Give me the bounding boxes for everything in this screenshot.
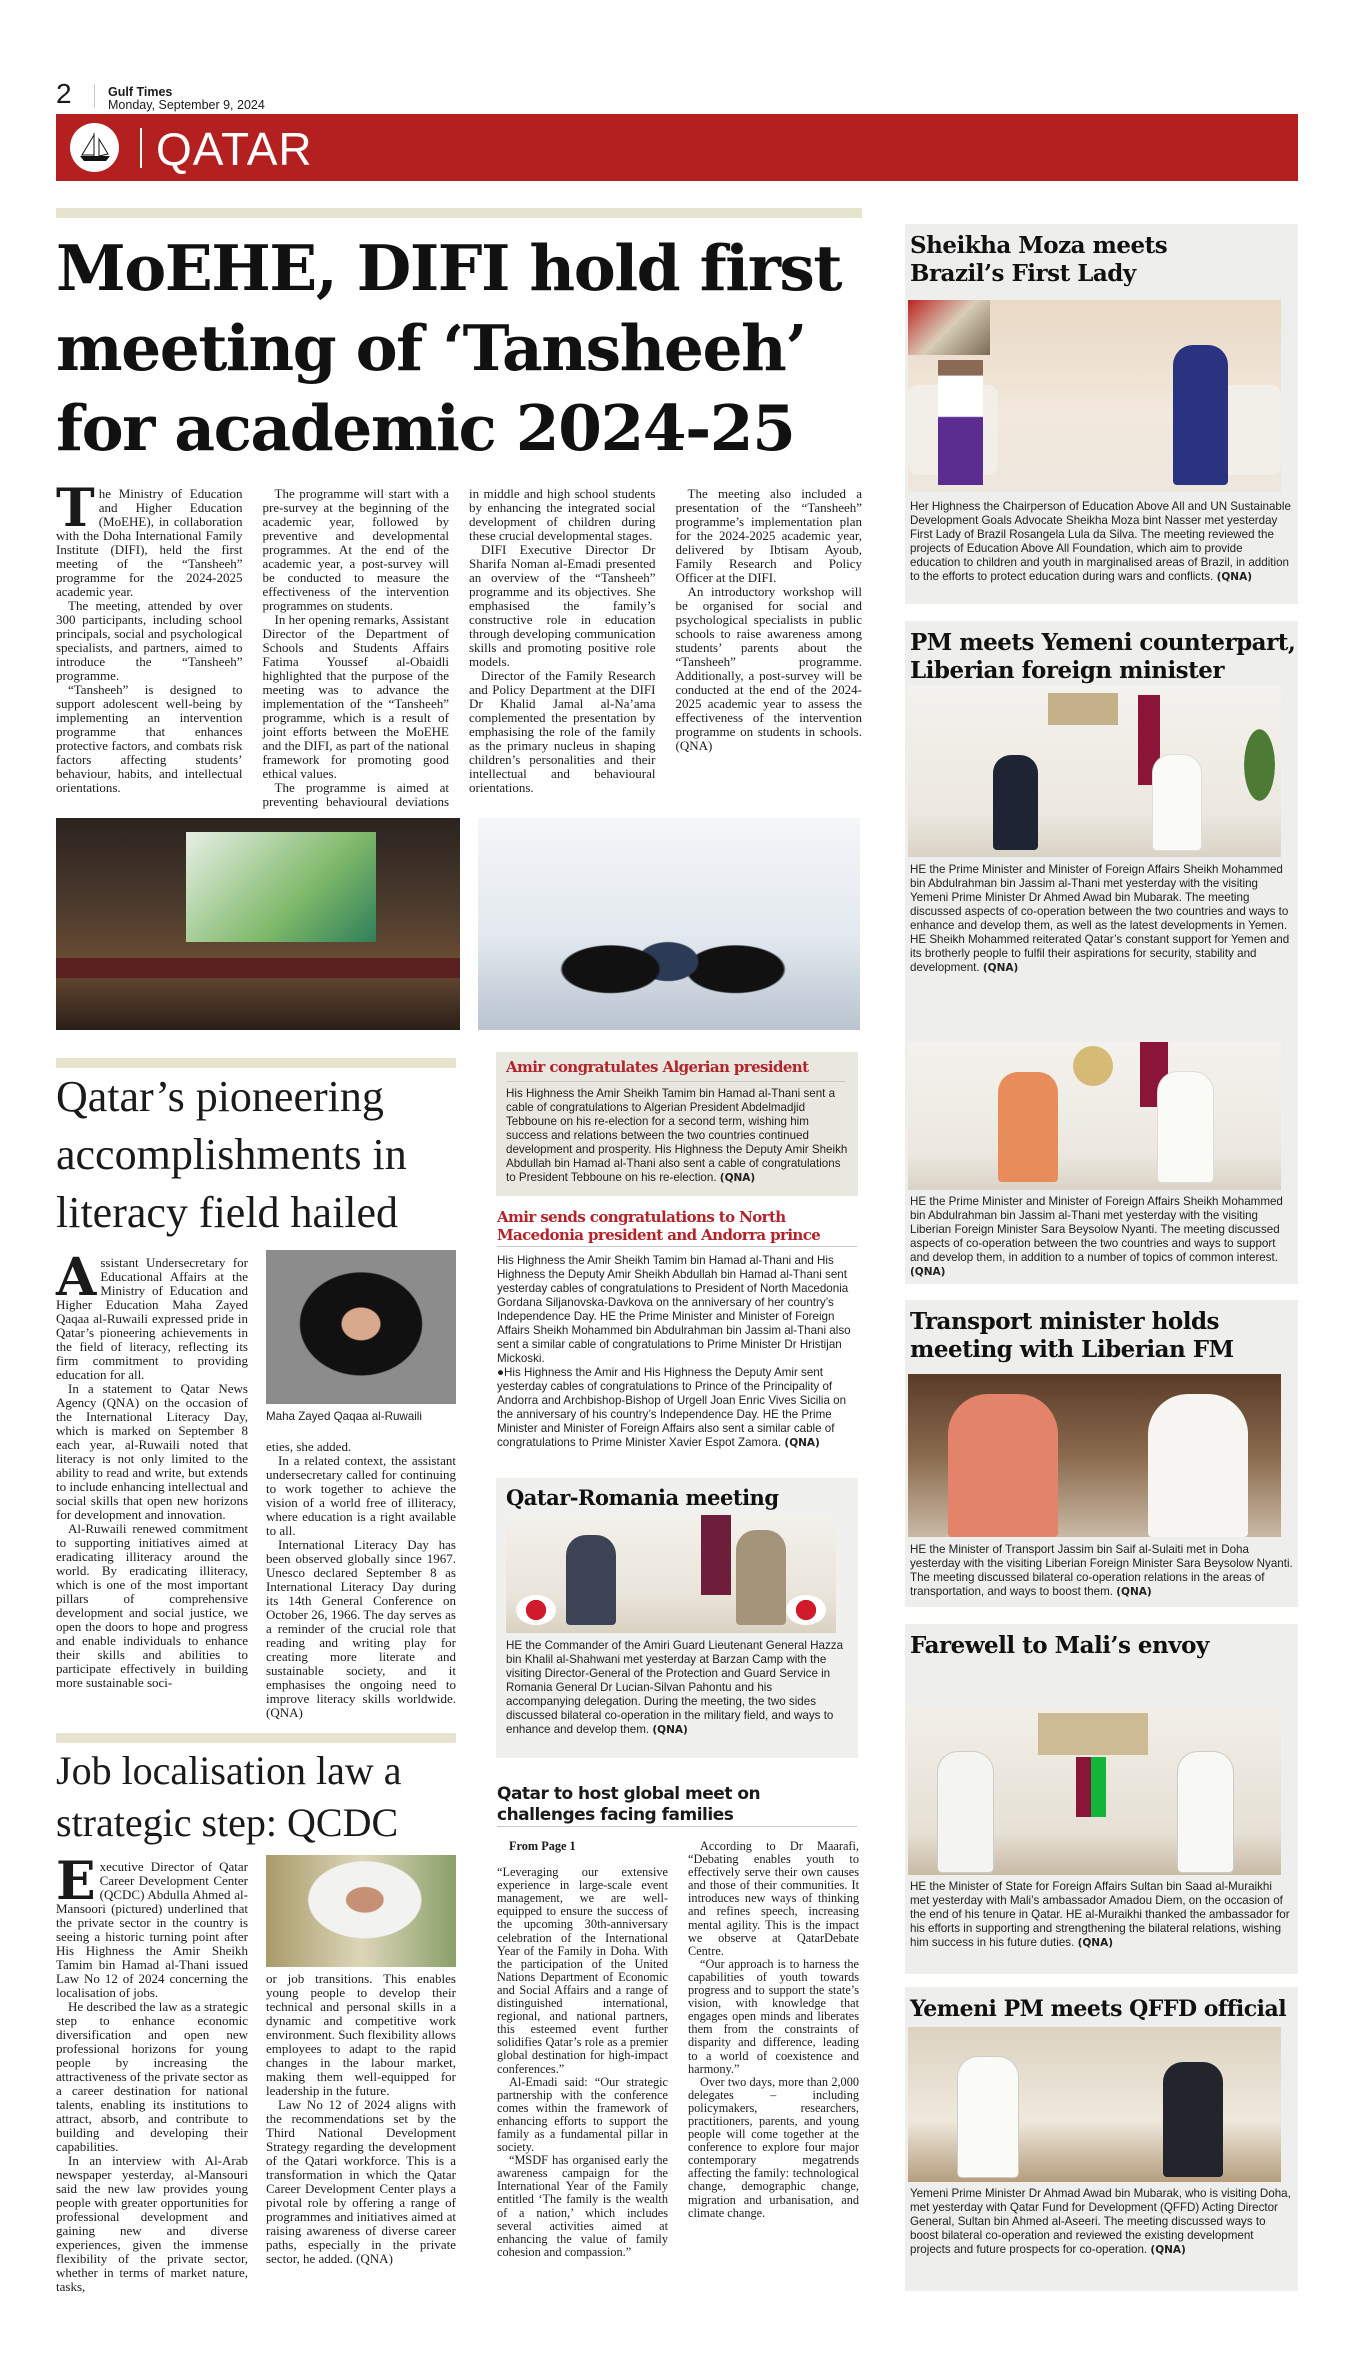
section-divider xyxy=(140,128,142,168)
romania-box xyxy=(496,1478,858,1758)
drop-cap: T xyxy=(56,478,95,539)
algeria-box xyxy=(496,1052,858,1196)
liberian-fm-figure xyxy=(998,1072,1058,1182)
paragraph: eties, she added. xyxy=(266,1439,352,1454)
caption-text: HE the Minister of State for Foreign Affairs Sultan bin Saad al-Muraikhi met yesterday with Mali’s ambassador Amadou Diem, on the occasion of the end of his tenure in Qatar. HE al-Muraikhi thanked the ambassador for his efforts in supporting and strengthening the bilateral relations, wishing him success in his future duties. xyxy=(910,1880,1290,1949)
mali-farewell-photo xyxy=(908,1707,1281,1875)
paragraph: In a related context, the assistant undersecretary called for continuing to work together to achieve the vision of a world free of illiteracy, where education is a right available to all. xyxy=(266,1453,456,1538)
moza-meeting-photo xyxy=(908,300,1281,492)
macedonia-headline: Amir sends congratulations to North Macedonia president and Andorra prince xyxy=(497,1208,821,1244)
credit: (QNA) xyxy=(1216,571,1253,583)
pm-yemen-photo xyxy=(908,685,1281,857)
qatari-pm-figure xyxy=(1158,1072,1213,1182)
paragraph: “Leveraging our extensive experience in large-scale event management, we are well-equipped to ensure the success of the upcoming 30th-anniversary celebration of the International Year of the Family in Doha. With the participation of the United Nations Department of Economic and Social Affairs and a range of distinguished international, regional, and national partners, this esteemed event further solidifies Qatar’s role as a premier global destination for high-impact conferences.” xyxy=(497,1865,668,2076)
credit: (QNA) xyxy=(652,1724,688,1736)
algeria-text xyxy=(506,1087,848,1185)
plant xyxy=(1238,715,1281,815)
paragraph: Al-Emadi said: “Our strategic partnership with the conference comes within the framework of enhancing efforts to support the family as a fundamental pillar in society. xyxy=(497,2074,668,2155)
flags xyxy=(1076,1757,1106,1817)
yemeni-pm-figure xyxy=(993,755,1038,850)
transport-meeting-photo xyxy=(908,1374,1281,1537)
paragraph: An introductory workshop will be organised for social and psychological specialists in public schools to raise awareness among students’ parents about the “Tansheeh” programme. Additionally, a post-survey will be conducted at the end of the 2024-2025 academic year to assess the effectiveness of the intervention programme on students in schools. (QNA) xyxy=(675,584,862,753)
story-text: His Highness the Amir Sheikh Tamim bin Hamad al-Thani sent a cable of congratulations to Algerian President Abdelmadjid Tebboune on his re-election for a second term, wishing him success and relations between the two countries continued development and prosperity. His Highness the Deputy Amir Sheikh Abdullah bin Hamad al-Thani also sent a cable of congratulations to President Tebboune on his re-election. xyxy=(506,1087,848,1184)
paragraph: “MSDF has organised early the awareness campaign for the International Year of the Family entitled ‘The family is the wealth of a nation,’ which includes several activities aimed at enhancing the value of family cohesion and compassion.” xyxy=(497,2153,668,2259)
transport-headline: Transport minister holds meeting with Liberian FM xyxy=(910,1308,1234,1363)
romania-meeting-photo xyxy=(506,1515,836,1633)
paragraph: Over two days, more than 2,000 delegates – including policymakers, researchers, practitioners, parents, and young people will come together at the conference to explore four major contemporary megatrends affecting the family: technological change, demographic change, migration and urbanisation, and climate change. xyxy=(688,2074,859,2220)
portraits xyxy=(1038,1713,1148,1755)
paragraphs xyxy=(266,1440,456,1720)
paragraphs xyxy=(56,1247,248,1690)
paragraphs xyxy=(497,1840,859,2270)
paragraph: The meeting, attended by over 300 participants, including school principals, social and psychological specialists, and partners, aimed to introduce the “Tansheeh” programme. xyxy=(56,598,243,683)
masthead-divider xyxy=(94,84,95,108)
conference-stage-photo xyxy=(56,818,460,1030)
liberian-fm-figure xyxy=(948,1394,1058,1537)
painting xyxy=(908,300,990,355)
paragraph: DIFI Executive Director Dr Sharifa Noman al-Emadi presented an overview of the “Tansheeh” programme and its objectives. She emphasised the family’s constructive role in education through developing communication skills and promoting positive role models. xyxy=(469,542,656,669)
jobs-col-1 xyxy=(56,1851,248,2294)
paragraph: He described the law as a strategic step to enhance economic diversification and open new professional horizons for young people by increasing the attractiveness of the private sector as a career destination for national talents, enabling its institutions to attract, absorb, and contribute to building and developing their capabilities. xyxy=(56,1999,248,2154)
mali-box xyxy=(905,1624,1298,1974)
story-text: His Highness the Amir Sheikh Tamim bin Hamad al-Thani and His Highness the Deputy Amir Sheikh Abdullah bin Hamad al-Thani sent yesterday cables of congratulations to President of North Macedonia Gordana Siljanovska-Davkova on the anniversary of her country’s Independence Day. HE the Prime Minister and Minister of Foreign Affairs Sheikh Mohammed bin Abdulrahman bin Jassim al-Thani also sent a similar cable of congratulations to Prime Minister Dr Hristijan Mickoski. xyxy=(497,1254,851,1365)
dhow-logo-icon xyxy=(70,123,119,172)
pm-liberia-photo xyxy=(908,1042,1281,1190)
page-number: 2 xyxy=(56,78,72,109)
credit: (QNA) xyxy=(1150,2244,1186,2256)
credit: (QNA) xyxy=(1116,1586,1152,1598)
certificate-presentation-photo xyxy=(478,818,860,1030)
al-ruwaili-portrait xyxy=(266,1250,456,1404)
yemeni-pm-figure xyxy=(1163,2062,1223,2177)
al-mansoori-portrait xyxy=(266,1855,456,1967)
pm-caption-2 xyxy=(910,1195,1294,1279)
paragraphs xyxy=(266,1972,456,2266)
paragraph: In an interview with Al-Arab newspaper yesterday, al-Mansouri said the new law provides young people with greater opportunities for professional development and gaining new and diverse experiences, given the immense flexibility of the private sector, whether in terms of market nature, tasks, xyxy=(56,2153,248,2294)
paragraph: In her opening remarks, Assistant Director of the Department of Schools and Students Affairs Fatima Youssef al-Obaidli highlighted that the purpose of the meeting was to advance the implementation of the “Tansheeh” programme, which is a result of joint efforts between the MoEHE and the DIFI, as part of the national framework for promoting good ethical values. xyxy=(262,612,449,781)
moza-headline: Sheikha Moza meets Brazil’s First Lady xyxy=(910,232,1168,287)
pm-headline: PM meets Yemeni counterpart, Liberian foreign minister xyxy=(910,629,1296,684)
qffd-box xyxy=(905,1987,1298,2291)
people-silhouettes xyxy=(548,878,798,1030)
qffd-meeting-photo xyxy=(908,2027,1281,2182)
lead-body xyxy=(56,478,862,817)
literacy-col-2 xyxy=(266,1440,456,1720)
presentation-screen xyxy=(186,832,376,942)
paragraphs xyxy=(56,1851,248,2294)
caption-text: HE the Commander of the Amiri Guard Lieutenant General Hazza bin Khalil al-Shahwani met yesterday at Barzan Camp with the visiting Director-General of the Protection and Guard Service in Romania General Dr Lucian-Silvan Pahontu and his accompanying delegation. During the meeting, the two sides discussed bilateral co-operation in the military field, and ways to enhance and develop them. xyxy=(506,1639,844,1736)
ambassador-figure xyxy=(938,1752,993,1872)
caption-text: HE the Prime Minister and Minister of Foreign Affairs Sheikh Mohammed bin Abdulrahman bin Jassim al-Thani met yesterday with the visiting Liberian Foreign Minister Sara Beysolow Nyanti. The meeting discussed aspects of co-operation between the two countries and ways to support and develop them, in addition to a number of topics of common interest. xyxy=(910,1195,1283,1264)
families-headline: Qatar to host global meet on challenges facing families xyxy=(497,1784,761,1825)
paragraph: According to Dr Maarafi, “Debating enables youth to effectively serve their own causes and those of their communities. It introduces new ways of thinking and refines speech, increasing mental agility. This is the impact we observe at QatarDebate Centre. xyxy=(688,1839,859,1958)
section-bar xyxy=(56,114,1298,181)
moza-caption xyxy=(910,500,1294,584)
photo-caption: Maha Zayed Qaqaa al-Ruwaili xyxy=(266,1410,422,1423)
divider xyxy=(497,1826,857,1827)
romania-headline: Qatar-Romania meeting xyxy=(506,1485,779,1510)
macedonia-text xyxy=(497,1254,859,1450)
minister-figure xyxy=(1178,1752,1233,1872)
credit: (QNA) xyxy=(719,1172,756,1184)
paragraph: The meeting also included a presentation of the “Tansheeh” programme’s implementation plan for the 2024-2025 academic year, delivered by Ibtisam Ayoub, Family Research and Policy Officer at the DIFI. xyxy=(675,486,862,585)
commander-figure xyxy=(736,1530,786,1625)
paragraph: International Literacy Day has been observed globally since 1967. Unesco declared September 8 as International Literacy Day during its 14th General Conference on October 26, 1966. The day serves as a reminder of the crucial role that reading and writing play for creating more literate and sustainable society, and it emphasises the ongoing need to improve literacy skills worldwide. (QNA) xyxy=(266,1537,456,1720)
jobs-headline: Job localisation law a strategic step: QCDC xyxy=(56,1748,402,1845)
story-text: ●His Highness the Amir and His Highness the Deputy Amir sent yesterday cables of congratulations to Prince of the Principality of Andorra and Archbishop-Bishop of Urgell Joan Enric Vives Sicilia on the anniversary of his country’s Independence Day. HE the Prime Minister and Minister of Foreign Affairs also sent a similar cable of congratulations to Prime Minister Xavier Espot Zamora. xyxy=(497,1366,847,1449)
guest-figure xyxy=(566,1535,616,1625)
flowers xyxy=(786,1595,826,1625)
drop-cap: E xyxy=(56,1851,96,1912)
credit: (QNA) xyxy=(1077,1937,1113,1949)
flag xyxy=(701,1515,731,1595)
qffd-headline: Yemeni PM meets QFFD official xyxy=(910,1996,1287,2022)
mali-caption xyxy=(910,1880,1294,1950)
paragraph: or job transitions. This enables young people to develop their technical and personal skills in a dynamic and competitive work environment. Such flexibility allows employees to adapt to the rapid changes in the labour market, making them well-equipped for leadership in the future. xyxy=(266,1971,456,2098)
issue-date: Monday, September 9, 2024 xyxy=(108,98,265,112)
paragraph: Al-Ruwaili renewed commitment to supporting initiatives aimed at eradicating illiteracy around the world. By eradicating illiteracy, which is one of the most important pillars of comprehensive development and social justice, we open the doors to hope and progress and enable individuals to enhance their skills and abilities to participate effectively in building more sustainable soci- xyxy=(56,1521,248,1690)
paragraph: In a statement to Qatar News Agency (QNA) on the occasion of the International Literacy Day, which is marked on September 8 each year, al-Ruwaili noted that literacy is not only limited to the ability to read and write, but extends to include enhancing intellectual and social skills that open new horizons for development and innovation. xyxy=(56,1381,248,1522)
headline-rule xyxy=(56,208,862,218)
credit: (QNA) xyxy=(910,1266,946,1278)
qatari-pm-figure xyxy=(1153,755,1201,850)
flowers xyxy=(516,1595,556,1625)
stage xyxy=(56,958,460,978)
paragraph: Law No 12 of 2024 aligns with the recommendations set by the Third National Development Strategy regarding the development of the Qatari workforce. This is a transformation in which the Qatar Career Development Center plays a pivotal role by offering a range of programmes and initiatives aimed at raising awareness of diverse career paths, especially in the private sector, he added. (QNA) xyxy=(266,2097,456,2266)
portraits xyxy=(1048,693,1118,725)
from-page: From Page 1 xyxy=(509,1839,576,1853)
families-body xyxy=(497,1840,859,2270)
caption-text: Her Highness the Chairperson of Education Above All and UN Sustainable Development Goals Advocate Sheikha Moza bint Nasser met yesterday First Lady of Brazil Rosangela Lula da Silva. The meeting reviewed the projects of Education Above All Foundation, which aim to provide education to children and youth in marginalised areas of Brazil, in addition to the efforts to protect education during wars and conflicts. xyxy=(910,500,1291,583)
caption-text: HE the Minister of Transport Jassim bin Saif al-Sulaiti met in Doha yesterday with the visiting Liberian Foreign Minister Sara Beysolow Nyanti. The meeting discussed bilateral co-operation relations in the areas of transportation, and ways to boost them. xyxy=(910,1543,1293,1598)
paragraph: “Tansheeh” is designed to support adolescent well-being by implementing an intervention programme that enhances protective factors, and combats risk factors affecting students’ behaviour, habits, and intellectual orientations. xyxy=(56,682,243,795)
drop-cap: A xyxy=(56,1247,97,1308)
romania-caption xyxy=(506,1639,848,1737)
paragraph: The programme will start with a pre-survey at the beginning of the academic year, followed by preventive and developmental programmes. At the end of the academic year, a post-survey will be conducted to measure the effectiveness of the intervention programmes on students. xyxy=(262,486,449,613)
pm-caption-1 xyxy=(910,863,1294,975)
transport-box xyxy=(905,1300,1298,1607)
paragraph: Director of the Family Research and Policy Department at the DIFI Dr Khalid Jamal al-Na’ama complemented the presentation by emphasising the role of the family as the primary nucleus in shaping children’s personalities and their intellectual and behavioural orientations. xyxy=(469,668,656,795)
paragraph: The programme is aimed at preventing behavioural deviations in middle and high school students by enhancing the integrated social development of children during these crucial developmental stages. xyxy=(262,486,656,809)
caption-text: Yemeni Prime Minister Dr Ahmad Awad bin Mubarak, who is visiting Doha, met yesterday with Qatar Fund for Development (QFFD) Acting Director General, Sultan bin Ahmed al-Aseeri. The meeting discussed ways to boost bilateral co-operation and reviewed the existing development projects and future prospects for co-operation. xyxy=(910,2187,1291,2256)
divider xyxy=(497,1246,857,1247)
moza-box xyxy=(905,224,1298,604)
lead-headline: MoEHE, DIFI hold first meeting of ‘Tansheeh’ for academic 2024-25 xyxy=(56,231,841,465)
paragraph: xecutive Director of Qatar Career Development Center (QCDC) Abdulla Ahmed al-Mansoori (pictured) underlined that the private sector in the country is seeing a historic turning point after His Highness the Amir Sheikh Tamim bin Hamad al-Thani issued Law No 12 of 2024 concerning the localisation of jobs. xyxy=(56,1859,248,2000)
qffd-official-figure xyxy=(958,2057,1018,2177)
paragraphs xyxy=(56,478,862,817)
algeria-headline: Amir congratulates Algerian president xyxy=(506,1058,809,1076)
pm-box xyxy=(905,621,1298,1284)
mali-headline: Farewell to Mali’s envoy xyxy=(910,1632,1209,1659)
emblem xyxy=(1073,1046,1113,1086)
credit: (QNA) xyxy=(982,962,1019,974)
jobs-col-2 xyxy=(266,1972,456,2266)
paper-name: Gulf Times xyxy=(108,85,173,99)
caption-text: HE the Prime Minister and Minister of Foreign Affairs Sheikh Mohammed bin Abdulrahman bin Jassim al-Thani met yesterday with the visiting Yemeni Prime Minister Dr Ahmed Awad bin Mubarak. The meeting discussed aspects of co-operation between the two countries and ways to enhance and develop them, as well as the latest developments in Yemen. HE Sheikh Mohammed reiterated Qatar’s constant support for Yemen and its brotherly people to fulfil their aspirations for security, stability and development. xyxy=(910,863,1290,974)
literacy-headline: Qatar’s pioneering accomplishments in literacy field hailed xyxy=(56,1072,407,1237)
sheikha-moza-figure xyxy=(1173,345,1228,485)
headline-rule xyxy=(56,1058,456,1068)
first-lady-figure xyxy=(938,360,983,485)
credit: (QNA) xyxy=(784,1437,820,1449)
transport-caption xyxy=(910,1543,1294,1599)
divider xyxy=(506,1081,846,1082)
headline-rule xyxy=(56,1733,456,1743)
transport-minister-figure xyxy=(1148,1394,1248,1537)
literacy-col-1 xyxy=(56,1247,248,1690)
section-title: QATAR xyxy=(156,123,313,175)
qffd-caption xyxy=(910,2187,1294,2257)
paragraph: ssistant Undersecretary for Educational Affairs at the Ministry of Education and Higher Education Maha Zayed Qaqaa al-Ruwaili expressed pride in Qatar’s pioneering achievements in the field of literacy, reflecting its firm commitment to providing education for all. xyxy=(56,1255,248,1382)
paragraph: “Our approach is to harness the capabilities of youth towards progress and to support the state’s vision, with knowledge that engages open minds and liberates them from the constraints of disparity and difference, leading to a world of coexistence and harmony.” xyxy=(688,1956,859,2076)
paragraph: he Ministry of Education and Higher Education (MoEHE), in collaboration with the Doha International Family Institute (DIFI), held the first meeting of the “Tansheeh” programme for the 2024-2025 academic year. xyxy=(56,486,243,599)
